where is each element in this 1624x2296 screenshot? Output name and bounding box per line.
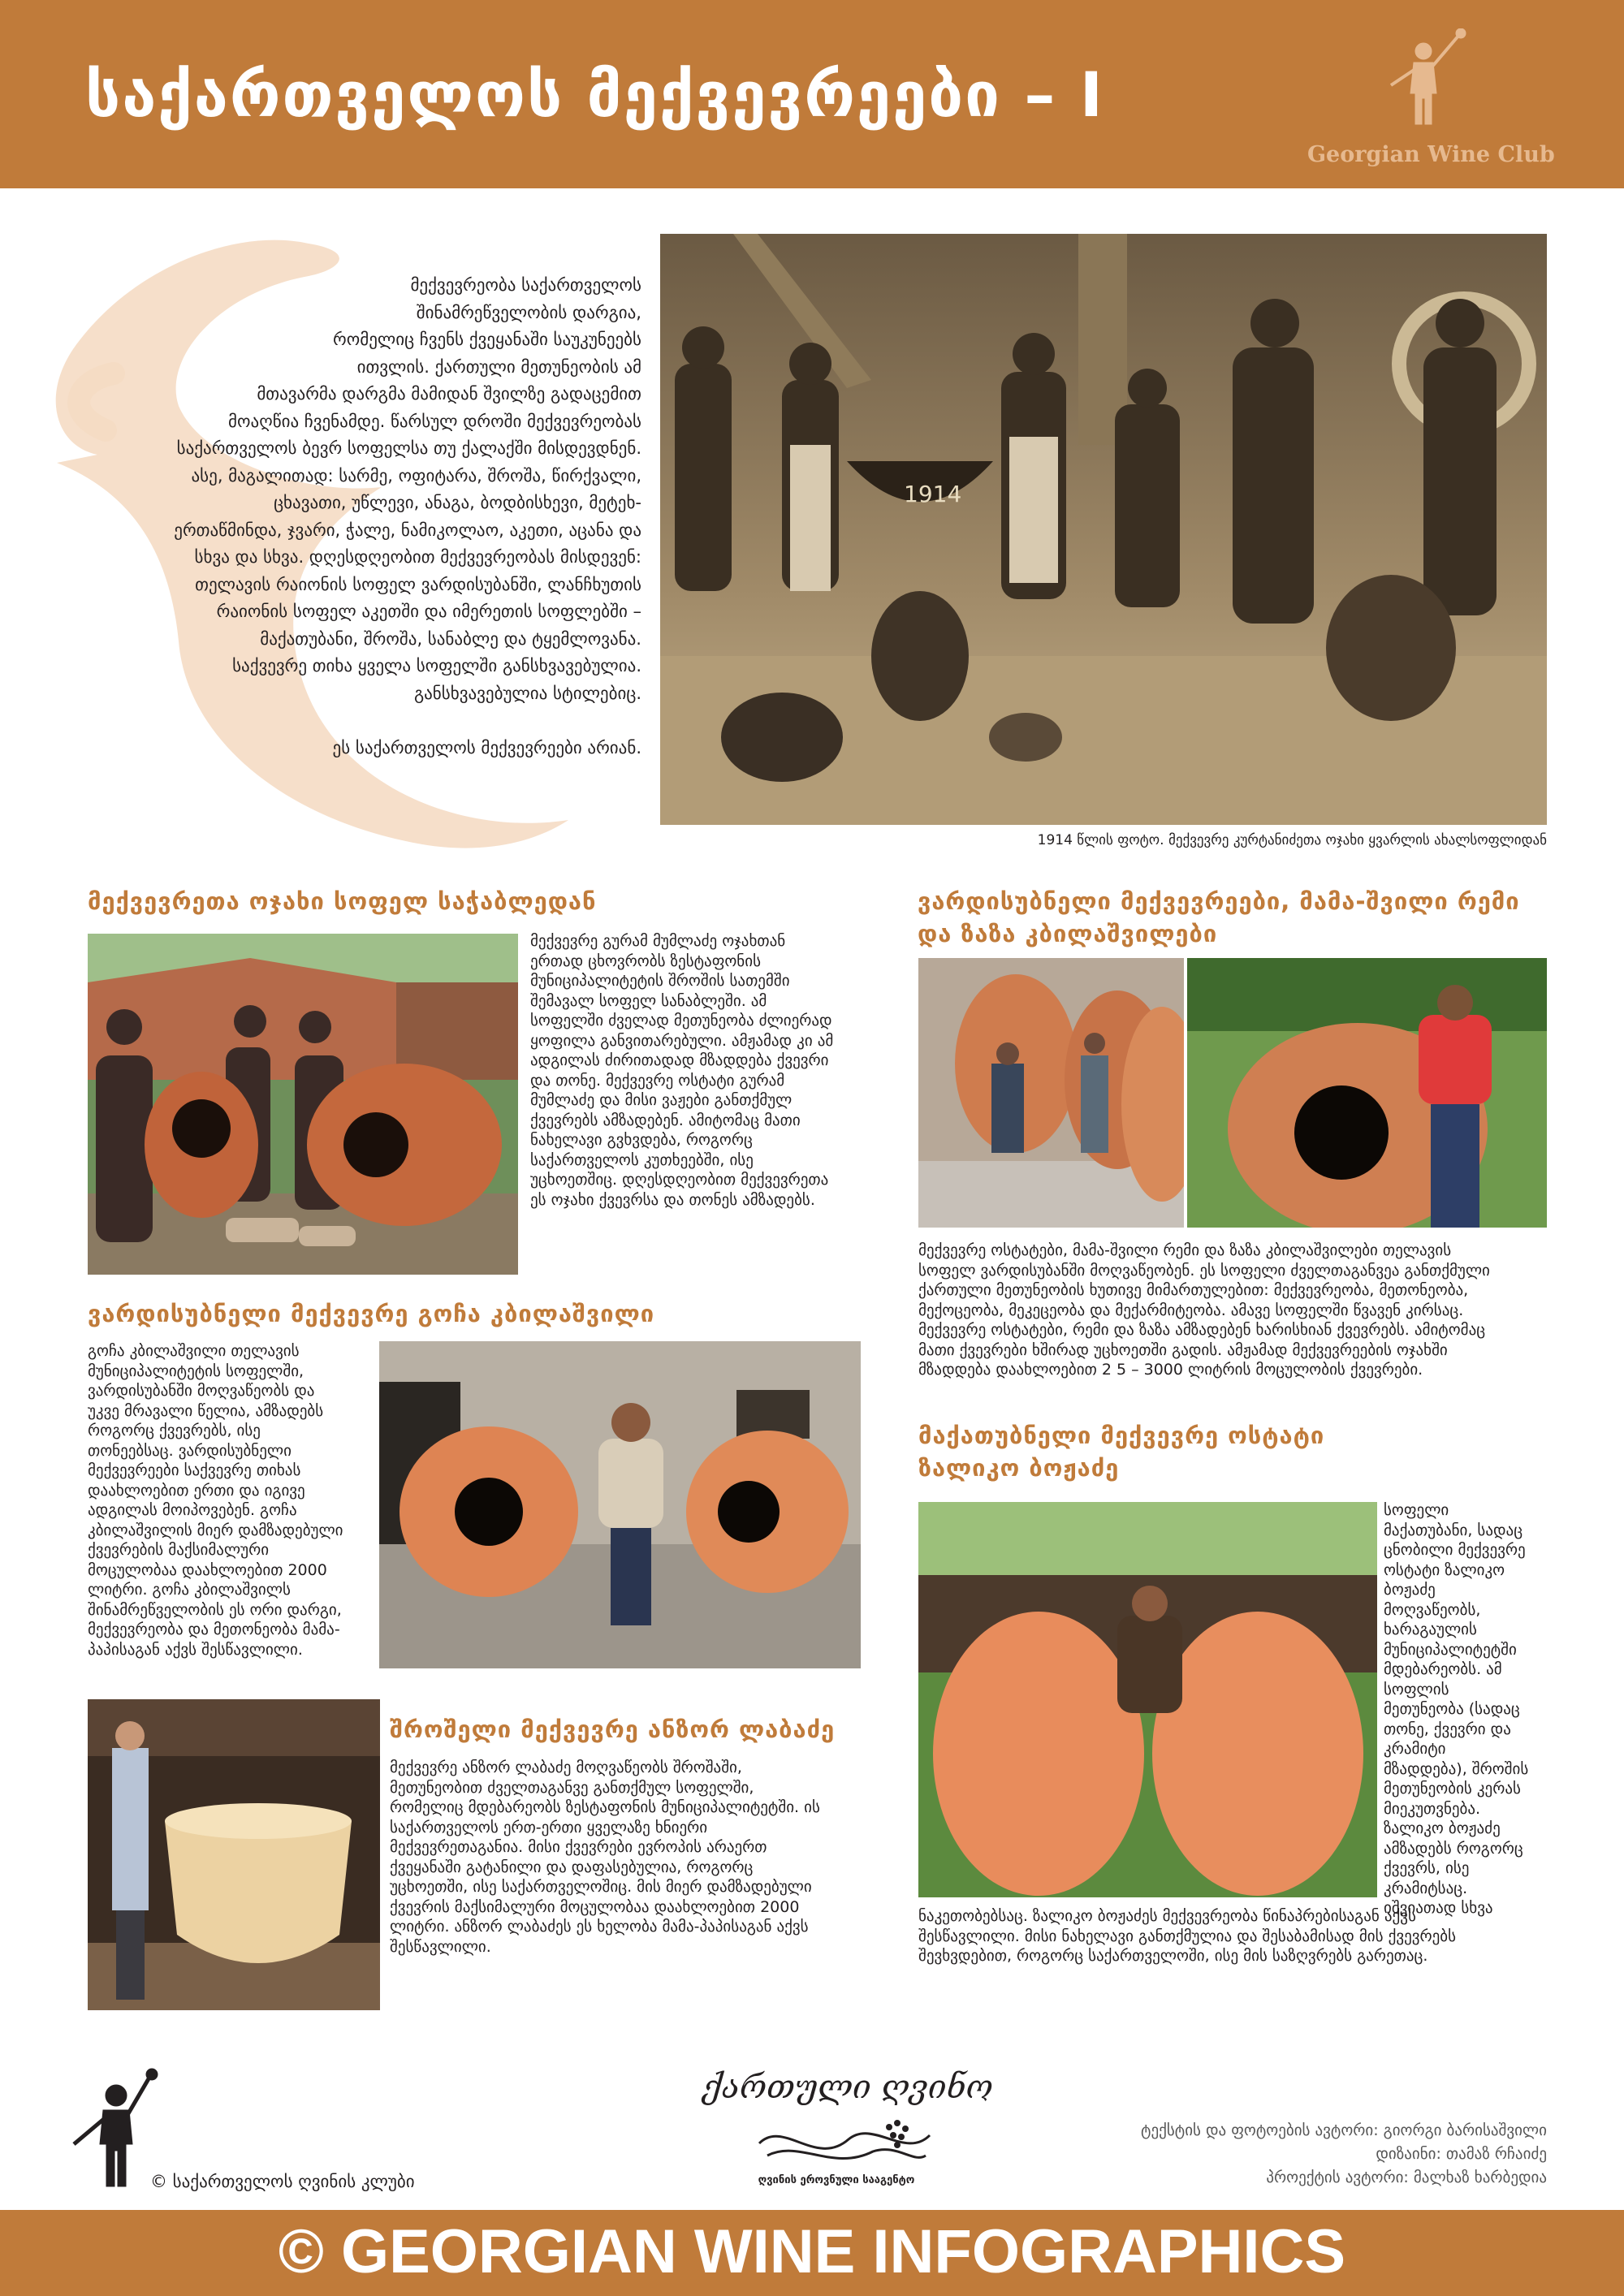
georgian-wine-club-logo [1307,28,1555,175]
section-text-zaliko-side: სოფელი მაქათუბანი, სადაც ცნობილი მექვევრე ოსტატი ზალიკო ბოჟაძე მოღვაწეობს, ხარაგაულის მუნიციპალიტეტში მდებარეობს. ამ სოფლის მეთუნეობა (სადაც თონე, ქვევრი და კრამიტი მზადდება), შროშის მეთუნეობის კერას მიეკუთვნება. ზალიკო ბოჟაძე ამზადებს როგორც ქვევრს, ისე კრამიტსაც. იშვიათად სხვა [1384,1501,1529,1917]
club-name: Georgian Wine Club [1307,142,1555,167]
section-text-gocha-kbilashvili: გოჩა კბილაშვილი თელავის მუნიციპალიტეტის სოფელში, ვარდისუბანში მოღვაწეობს და უკვე მრავალი წელია, ამზადებს როგორც ქვევრებს, ისე თონეებსაც. ვარდისუბნელი მექვევრეები საქვევრე თიხას დაახლოებით ერთი და იგივე ადგილას მოიპოვებენ. გოჩა კბილაშვილის მიერ დამზადებული ქვევრების მაქსიმალური მოცულობაა დაახლოებით 2000 ლიტრი. გოჩა კბილაშვილს შინამრეწველობის ეს ორი დარგი, მექვევრეობა და მეთონეობა მამა- პაპისაგან აქვს შესწავლილი. [88,1342,343,1659]
section-text-kbilashvili-father-son: მექვევრე ოსტატები, მამა-შვილი რემი და ზაზა კბილაშვილები თელავის სოფელ ვარდისუბანში მოღვაწეობენ. ეს სოფელი ძველთაგანვეა განთქმული ქართული მეთუნეობის ხუთივე მიმართულებით: მექვევრეობა, მეთონეობა, მექოცეობა, მეკეცეობა და მექარმიტეობა. ამავე სოფელში წვავენ კირსაც. მექვევრე ოსტატები, რემი და ზაზა ამზადებენ ხარისხიან ქვევრებს. ამიტომაც მათი ქვევრები ხშირად უცხოეთში გადის. ამჟამად მექვევრეების ოჯახში მზადდება დაახლოებით 2 5 – 3000 ლიტრის მოცულობის ქვევრები. [918,1241,1490,1379]
credit-text-photo-author: ტექსტის და ფოტოების ავტორი: გიორგი ბარისაშვილი [1141,2121,1547,2139]
photo-mumladze-family [88,934,518,1275]
wine-agency-name: ღვინის ეროვნული სააგენტო [758,2174,915,2186]
section-text-anzor-labadze: მექვევრე ანზორ ლაბაძე მოღვაწეობს შროშაში, მეთუნეობით ძველთაგანვე განთქმულ სოფელში, რომელიც მდებარეობს ზესტაფონის მუნიციპალიტეტში. ის საქართველოს ერთ-ერთი ყველაზე ხნიერი მექვევრეთაგანია. მისი ქვევრები ევროპის არაერთ ქვეყანაში გატანილი და დაფასებულია, როგორც უცხოეთში, ისე საქართველოშიც. მის მიერ დამზადებული ქვევრის მაქსიმალური მოცულობაა დაახლოებით 2000 ლიტრი. ანზორ ლაბაძეს ეს ხელობა მამა-პაპისაგან აქვს შესწავლილი. [390,1759,820,1956]
intro-paragraph: მექვევრეობა საქართველოს შინამრეწველობის დარგია, რომელიც ჩვენს ქვეყანაში საუკუნეებს ითვლის. ქართული მეთუნეობის ამ მთავარმა დარგმა მამიდან შვილზე გადაცემით მოაღწია ჩვენამდე. წარსულ დროში მექვევრეობას საქართველოს ბევრ სოფელსა თუ ქალაქში მისდევდნენ. ასე, მაგალითად: სარმე, ოფიტარა, შროშა, წირქვალი, ცხავათი, უწლევი, ანაგა, ბოდბისხევი, მეტეხ- ერთაწმინდა, ჯვარი, ჭალე, ნამიკოლაო, აკეთი, აცანა და სხვა და სხვა. დღესდღეობით მექვევრეობას მისდევენ: თელავის რაიონის სოფელ ვარდისუბანში, ლანჩხუთის რაიონის სოფელ აკეთში და იმერეთის სოფლებში – მაქათუბანი, შროშა, სანაბლე და ტყემლოვანა. საქვევრე თიხა ყველა სოფელში განსხვავებულია. განსხვავებულია სტილებიც. ეს საქართველოს მექვევრეები არიან. [174,275,641,757]
section-text-sachabledi: მექვევრე გურამ მუმლაძე ოჯახთან ერთად ცხოვრობს ზესტაფონის მუნიციპალიტეტის შროშის სათემში შემავალ სოფელ სანაბლეში. ამ სოფელში ძველად მეთუნეობა ძლიერად ყოფილა განვითარებული. ამჟამად კი ამ ადგილას ძირითადად მზადდება ქვევრი და თონე. მექვევრე ოსტატი გურამ მუმლაძე და მისი ვაჟები განთქმულ ქვევრებს ამზადებენ. ამიტომაც მათი ნახელავი გვხვდება, როგორც საქართველოს კუთხეებში, ისე უცხოეთშიც. დღესდღეობით მექვევრეთა ეს ოჯახი ქვევრსა და თონეს ამზადებს. [530,932,834,1209]
photo-anzor-labadze [88,1699,380,2010]
bottom-banner [0,2210,1624,2296]
grapevine-ornament-icon [751,2111,938,2172]
page-header [0,0,1624,188]
jar-year-label: 1914 [904,481,962,507]
photo-remi-zaza-kbilashvili-right [1187,958,1547,1228]
banner-text: © GEORGIAN WINE INFOGRAPHICS [278,2217,1346,2286]
winemaker-figure-icon [1384,28,1474,134]
section-title-anzor-labadze: შროშელი მექვევრე ანზორ ლაბაძე [390,1716,836,1743]
section-text-zaliko-bottom: ნაკეთობებსაც. ზალიკო ბოჟაძეს მექვევრეობა წინაპრებისაგან აქვს შესწავლილი. მისი ნახელავი განთქმულია და შესაბამისად მის ქვევრებს შევხვდებით, როგორც საქართველოში, ისე მის საზღვრებს გარეთაც. [918,1907,1457,1965]
section-title-sachabledi: მექვევრეთა ოჯახი სოფელ საჭაბლედან [88,887,597,915]
georgian-wine-logo [702,2062,993,2192]
section-title-gocha-kbilashvili: ვარდისუბნელი მექვევრე გოჩა კბილაშვილი [88,1300,655,1327]
section-title-zaliko-bozhadze: მაქათუბნელი მექვევრე ოსტატი ზალიკო ბოჟაძე [918,1422,1325,1482]
page-title: საქართველოს მექვევრეები – I [85,58,1105,131]
photo-caption: 1914 წლის ფოტო. მექვევრე კურტანიძეთა ოჯახი ყვარლის ახალსოფლიდან [1037,832,1547,848]
photo-remi-zaza-kbilashvili-left [918,958,1184,1228]
section-title-kbilashvili-father-son: ვარდისუბნელი მექვევრეები, მამა-შვილი რემი და ზაზა კბილაშვილები [918,887,1520,947]
club-copyright: © საქართველოს ღვინის კლუბი [150,2172,415,2191]
credits-block [1056,2119,1547,2190]
historical-photo-1914 [660,234,1547,825]
wine-logo-wordmark: ქართული ღვინო [702,2069,993,2106]
credit-design: დიზაინი: თამაზ რჩაიძე [1376,2145,1547,2163]
photo-gocha-kbilashvili [379,1341,861,1668]
credit-project-author: პროექტის ავტორი: მალხაზ ხარბედია [1266,2169,1547,2186]
photo-zaliko-bozhadze [918,1502,1377,1897]
winemaker-silhouette-icon [69,2066,158,2196]
